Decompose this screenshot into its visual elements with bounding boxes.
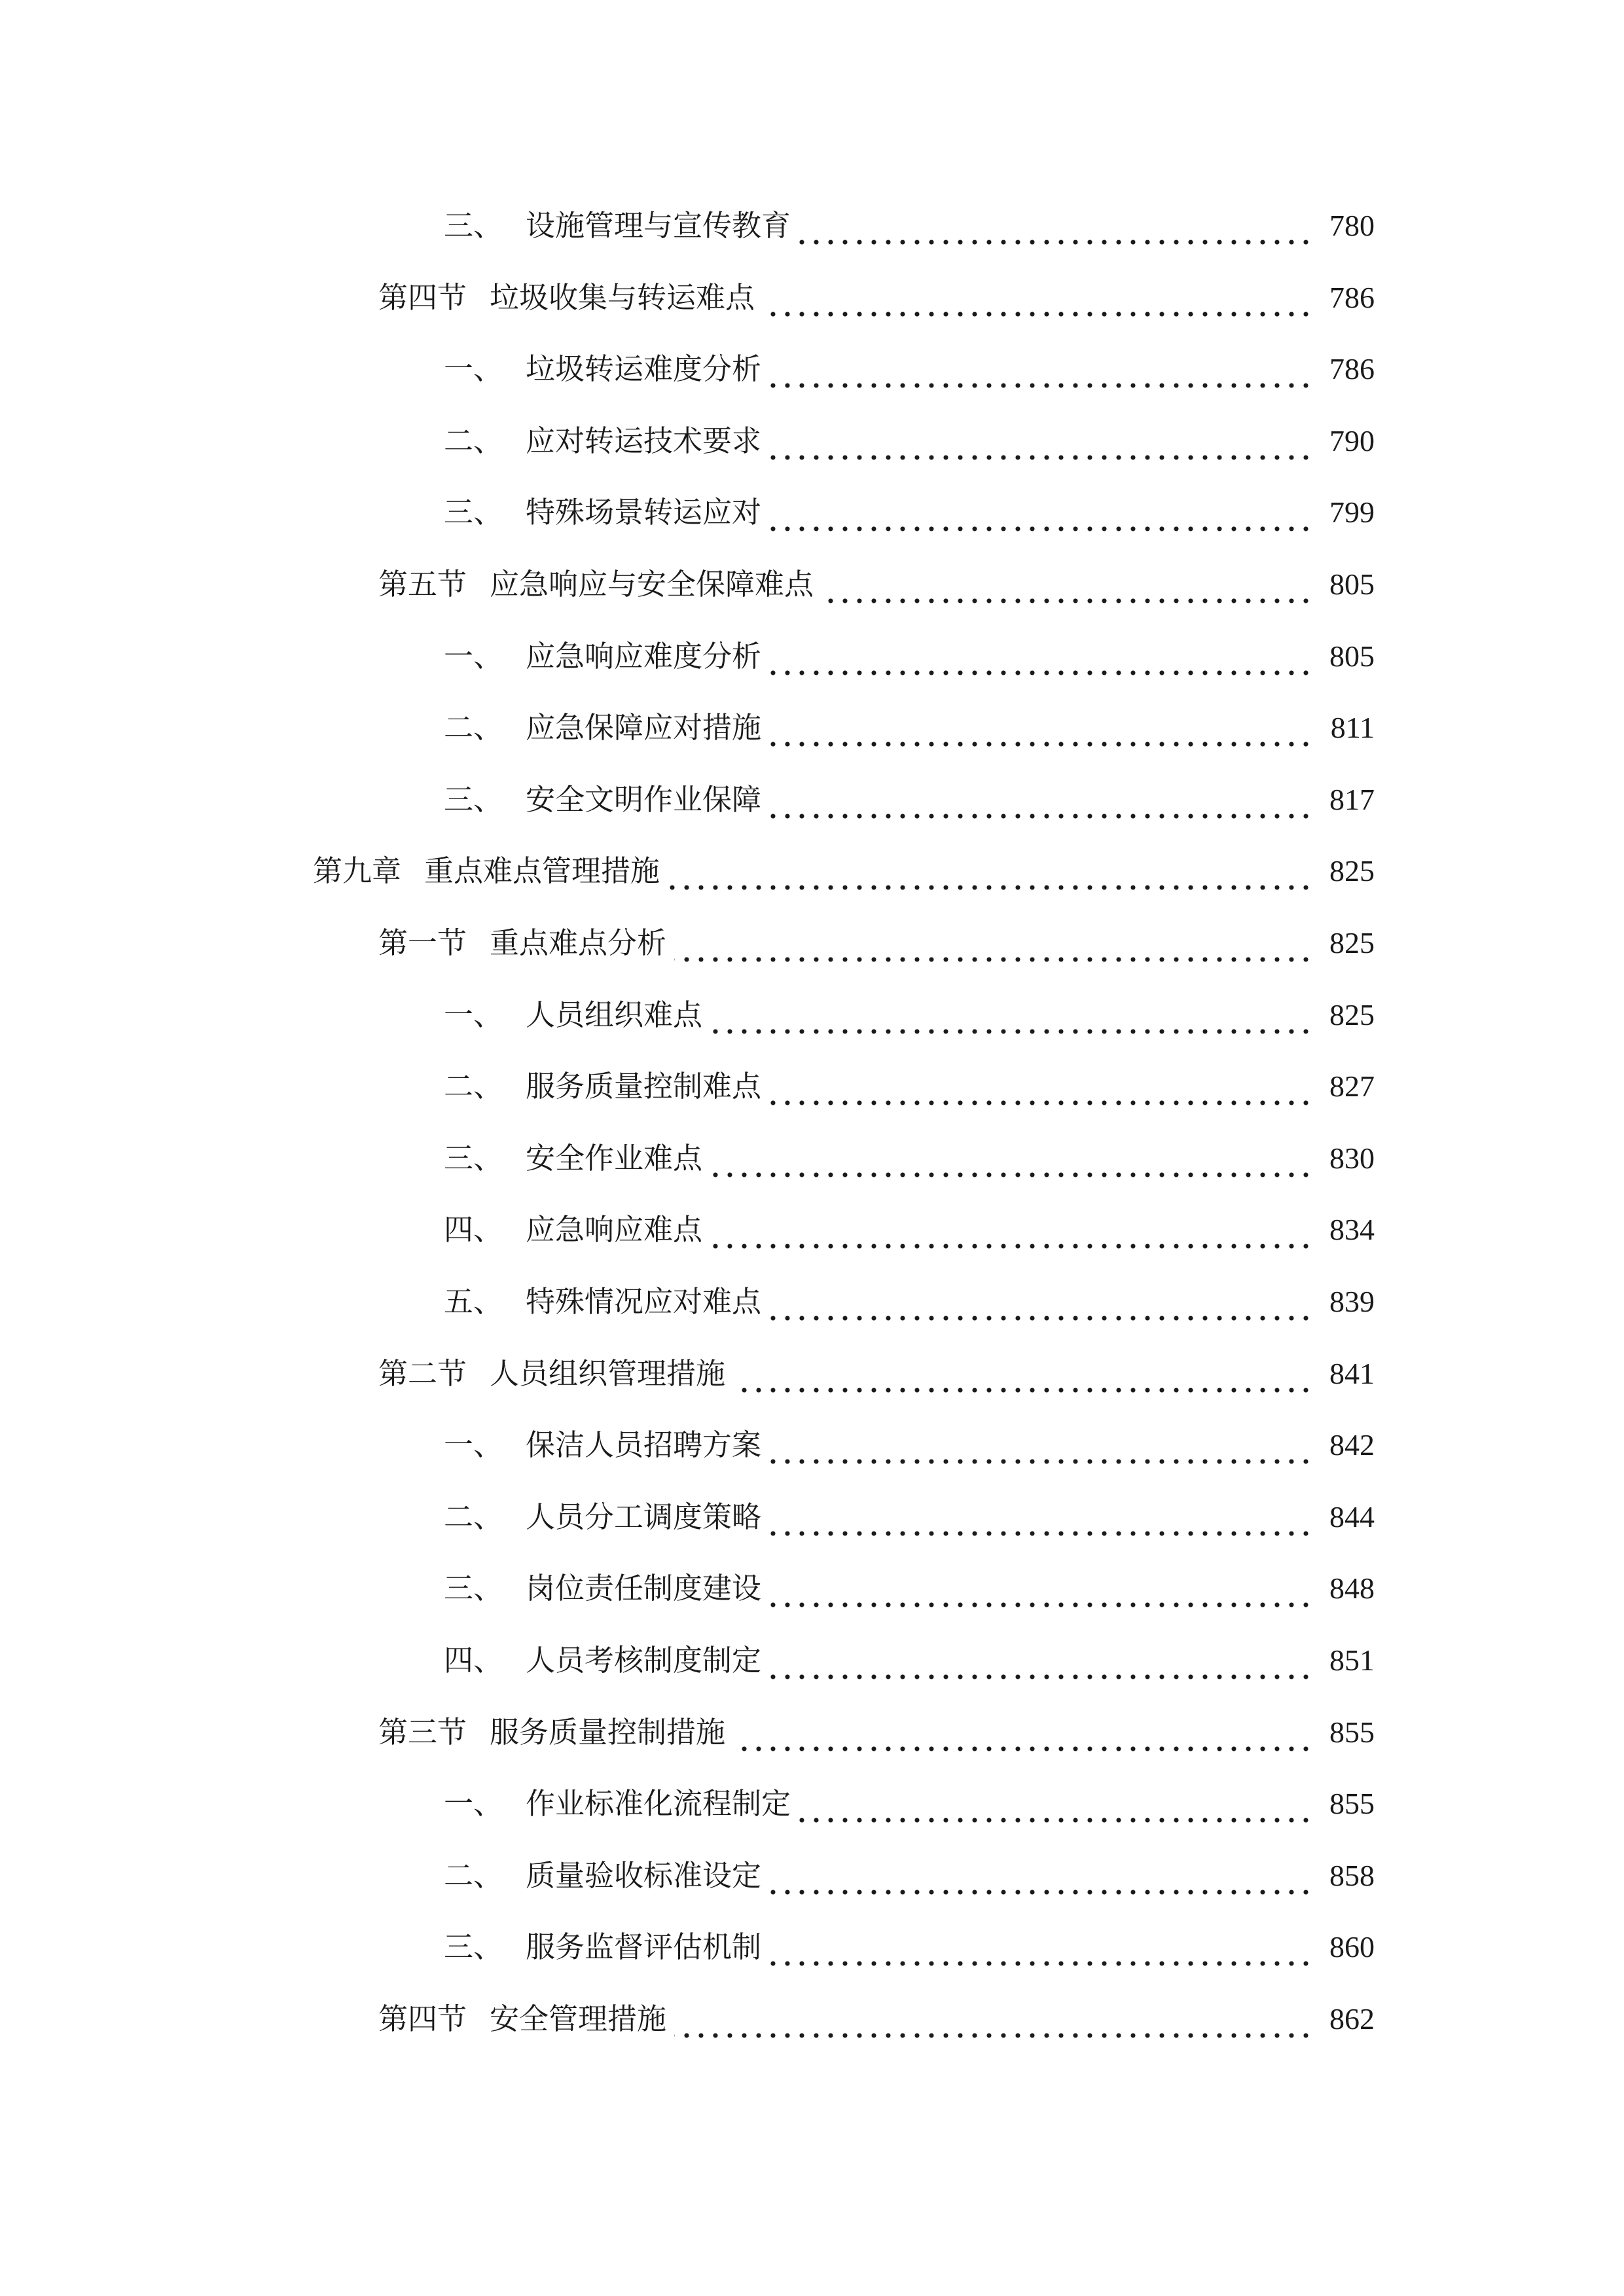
toc-entry-page-number: 811 <box>1330 711 1375 745</box>
toc-entry[interactable] <box>444 774 1375 826</box>
toc-entry-page-number: 834 <box>1329 1213 1375 1247</box>
toc-entry-page-number: 780 <box>1329 209 1375 242</box>
toc-entry-number: 四、 <box>444 1212 503 1247</box>
toc-entry-number: 三、 <box>444 781 503 817</box>
toc-entry-label <box>378 1993 666 2045</box>
toc-entry-title: 质量验收标准设定 <box>526 1857 762 1893</box>
toc-entry-number: 二、 <box>444 423 503 458</box>
toc-entry-number: 二、 <box>444 1069 503 1104</box>
toc-entry-title: 应对转运技术要求 <box>526 423 762 458</box>
toc-entry-title: 保洁人员招聘方案 <box>526 1427 762 1463</box>
toc-entry[interactable] <box>444 1060 1375 1113</box>
toc-entry-number: 第四节 <box>378 2001 467 2036</box>
toc-entry-number: 三、 <box>444 495 503 530</box>
toc-entry[interactable] <box>444 343 1375 395</box>
toc-entry-number: 五、 <box>444 1284 503 1319</box>
toc-entry-number: 第二节 <box>378 1355 467 1391</box>
toc-entry[interactable] <box>378 1348 1375 1400</box>
toc-entry-page-number: 825 <box>1329 854 1375 888</box>
toc-entry-label <box>444 1491 761 1543</box>
toc-dot-leader <box>769 1850 1313 1902</box>
toc-entry-title: 垃圾转运难度分析 <box>526 351 762 387</box>
toc-entry-label <box>444 1060 761 1113</box>
toc-entry-title: 应急响应与安全保障难点 <box>490 567 814 601</box>
toc-dot-leader <box>799 200 1313 252</box>
toc-entry-number: 二、 <box>444 710 503 745</box>
toc-entry-title: 重点难点分析 <box>490 925 667 960</box>
toc-entry-title: 应急响应难点 <box>526 1212 703 1247</box>
toc-entry-title: 应急响应难度分析 <box>526 638 762 673</box>
toc-entry[interactable] <box>444 702 1375 754</box>
toc-entry-title: 人员分工调度策略 <box>526 1499 762 1534</box>
toc-entry-number: 三、 <box>444 1140 503 1175</box>
toc-entry-title: 作业标准化流程制定 <box>526 1786 791 1821</box>
toc-dot-leader <box>769 774 1313 826</box>
toc-entry[interactable] <box>444 1778 1375 1830</box>
toc-entry-title: 人员考核制度制定 <box>526 1643 762 1677</box>
toc-dot-leader <box>710 1204 1313 1256</box>
toc-entry-label <box>444 1276 761 1328</box>
toc-dot-leader <box>668 845 1313 897</box>
toc-dot-leader <box>710 989 1313 1041</box>
toc-entry-label <box>444 1562 761 1615</box>
toc-entry-page-number: 841 <box>1329 1356 1375 1390</box>
toc-dot-leader <box>769 1562 1313 1615</box>
toc-entry-label <box>444 1204 702 1256</box>
toc-entry-page-number: 855 <box>1329 1715 1375 1749</box>
toc-entry-label <box>444 774 761 826</box>
toc-entry[interactable] <box>444 1634 1375 1687</box>
toc-entry[interactable] <box>378 1993 1375 2045</box>
toc-dot-leader <box>769 343 1313 395</box>
toc-entry-page-number: 830 <box>1329 1141 1375 1175</box>
toc-entry-title: 特殊情况应对难点 <box>526 1284 762 1319</box>
toc-entry-page-number: 827 <box>1329 1069 1375 1103</box>
toc-entry-number: 二、 <box>444 1499 503 1534</box>
toc-entry-label <box>378 1706 725 1759</box>
toc-entry-label <box>378 272 755 324</box>
toc-entry-page-number: 860 <box>1329 1930 1375 1964</box>
toc-entry-title: 安全文明作业保障 <box>526 781 762 817</box>
toc-entry[interactable] <box>444 200 1375 252</box>
toc-entry-label <box>444 1921 761 1973</box>
toc-entry-title: 服务质量控制措施 <box>490 1714 726 1749</box>
toc-entry-label <box>444 486 761 539</box>
toc-entry-page-number: 805 <box>1329 567 1375 601</box>
toc-entry-page-number: 825 <box>1329 997 1375 1031</box>
toc-entry-title: 人员组织难点 <box>526 997 703 1032</box>
toc-entry-label <box>444 1419 761 1471</box>
toc-dot-leader <box>769 415 1313 467</box>
toc-entry-page-number: 786 <box>1329 280 1375 314</box>
toc-entry-title: 安全管理措施 <box>490 2001 667 2036</box>
toc-dot-leader <box>769 630 1313 683</box>
toc-entry[interactable] <box>444 1491 1375 1543</box>
toc-entry-label <box>444 989 702 1041</box>
toc-entry-title: 安全作业难点 <box>526 1140 703 1175</box>
toc-entry[interactable] <box>378 558 1375 611</box>
toc-entry-title: 岗位责任制度建设 <box>526 1571 762 1606</box>
toc-entry-number: 第三节 <box>378 1714 467 1749</box>
toc-entry-title: 应急保障应对措施 <box>526 710 762 745</box>
toc-entry-page-number: 858 <box>1329 1858 1375 1892</box>
toc-entry-title: 服务质量控制难点 <box>526 1069 762 1104</box>
toc-dot-leader <box>821 558 1313 611</box>
toc-entry[interactable] <box>444 415 1375 467</box>
toc-entry-title: 重点难点管理措施 <box>424 853 660 889</box>
toc-entry-number: 三、 <box>444 1929 503 1965</box>
toc-entry[interactable] <box>444 1850 1375 1902</box>
toc-entry-page-number: 844 <box>1329 1499 1375 1534</box>
toc-entry-number: 一、 <box>444 997 503 1032</box>
toc-entry-label <box>444 415 761 467</box>
toc-entry-page-number: 805 <box>1329 639 1375 673</box>
toc-entry-number: 二、 <box>444 1857 503 1893</box>
toc-entry-label <box>444 200 791 252</box>
toc-entry[interactable] <box>444 1132 1375 1185</box>
toc-entry-number: 一、 <box>444 1786 503 1821</box>
toc-entry[interactable] <box>444 1204 1375 1256</box>
toc-entry[interactable] <box>378 917 1375 969</box>
toc-dot-leader <box>769 1634 1313 1687</box>
toc-entry-label <box>444 702 761 754</box>
toc-entry-number: 第九章 <box>313 853 402 889</box>
toc-dot-leader <box>769 486 1313 539</box>
toc-entry-number: 第一节 <box>378 925 467 960</box>
toc-entry-label <box>378 1348 725 1400</box>
toc-entry-page-number: 839 <box>1329 1285 1375 1318</box>
toc-entry-label <box>444 1132 702 1185</box>
toc-entry-number: 第五节 <box>378 567 467 601</box>
toc-entry-page-number: 799 <box>1329 495 1375 529</box>
toc-entry-label <box>444 630 761 683</box>
toc-dot-leader <box>674 917 1313 969</box>
toc-entry-number: 第四节 <box>378 279 467 315</box>
toc-dot-leader <box>674 1993 1313 2045</box>
toc-entry[interactable] <box>444 1276 1375 1328</box>
toc-entry-label <box>378 558 814 611</box>
toc-entry-title: 服务监督评估机制 <box>526 1929 762 1965</box>
toc-entry-number: 一、 <box>444 1427 503 1463</box>
toc-entry-number: 一、 <box>444 638 503 673</box>
toc-entry-label <box>378 917 666 969</box>
toc-entry-page-number: 851 <box>1329 1643 1375 1677</box>
toc-dot-leader <box>769 1060 1313 1113</box>
toc-entry-number: 一、 <box>444 351 503 387</box>
toc-entry-page-number: 842 <box>1329 1428 1375 1462</box>
toc-dot-leader <box>769 1921 1313 1973</box>
toc-entry-title: 特殊场景转运应对 <box>526 495 762 530</box>
toc-entry[interactable] <box>444 630 1375 683</box>
toc-entry-title: 设施管理与宣传教育 <box>526 208 791 243</box>
toc-dot-leader <box>710 1132 1313 1185</box>
toc-entry-page-number: 848 <box>1329 1571 1375 1605</box>
toc-entry[interactable] <box>444 1921 1375 1973</box>
toc-dot-leader <box>733 1348 1313 1400</box>
toc-entry-number: 三、 <box>444 208 503 243</box>
toc-dot-leader <box>769 1276 1313 1328</box>
toc-entry-number: 四、 <box>444 1643 503 1677</box>
toc-entry-label <box>444 343 761 395</box>
toc-dot-leader <box>769 1419 1313 1471</box>
toc-entry-page-number: 790 <box>1329 423 1375 457</box>
toc-entry-page-number: 786 <box>1329 352 1375 386</box>
toc-dot-leader <box>799 1778 1313 1830</box>
toc-dot-leader <box>733 1706 1313 1759</box>
toc-entry-label <box>313 845 660 897</box>
toc-entry-number: 三、 <box>444 1571 503 1606</box>
toc-entry-title: 人员组织管理措施 <box>490 1355 726 1391</box>
toc-entry[interactable] <box>444 486 1375 539</box>
toc-entry-label <box>444 1850 761 1902</box>
toc-entry[interactable] <box>378 272 1375 324</box>
toc-entry-label <box>444 1778 791 1830</box>
toc-entry-page-number: 817 <box>1329 782 1375 816</box>
toc-entry[interactable] <box>313 845 1375 897</box>
toc-dot-leader <box>763 272 1313 324</box>
toc-entry-page-number: 862 <box>1329 2002 1375 2036</box>
toc-entry-title: 垃圾收集与转运难点 <box>490 279 755 315</box>
toc-dot-leader <box>769 702 1313 754</box>
toc-entry-page-number: 825 <box>1329 926 1375 960</box>
toc-entry[interactable] <box>444 1562 1375 1615</box>
toc-entry[interactable] <box>378 1706 1375 1759</box>
toc-entry[interactable] <box>444 1419 1375 1471</box>
toc-dot-leader <box>769 1491 1313 1543</box>
toc-entry-label <box>444 1634 761 1687</box>
toc-entry[interactable] <box>444 989 1375 1041</box>
toc-entry-page-number: 855 <box>1329 1787 1375 1821</box>
